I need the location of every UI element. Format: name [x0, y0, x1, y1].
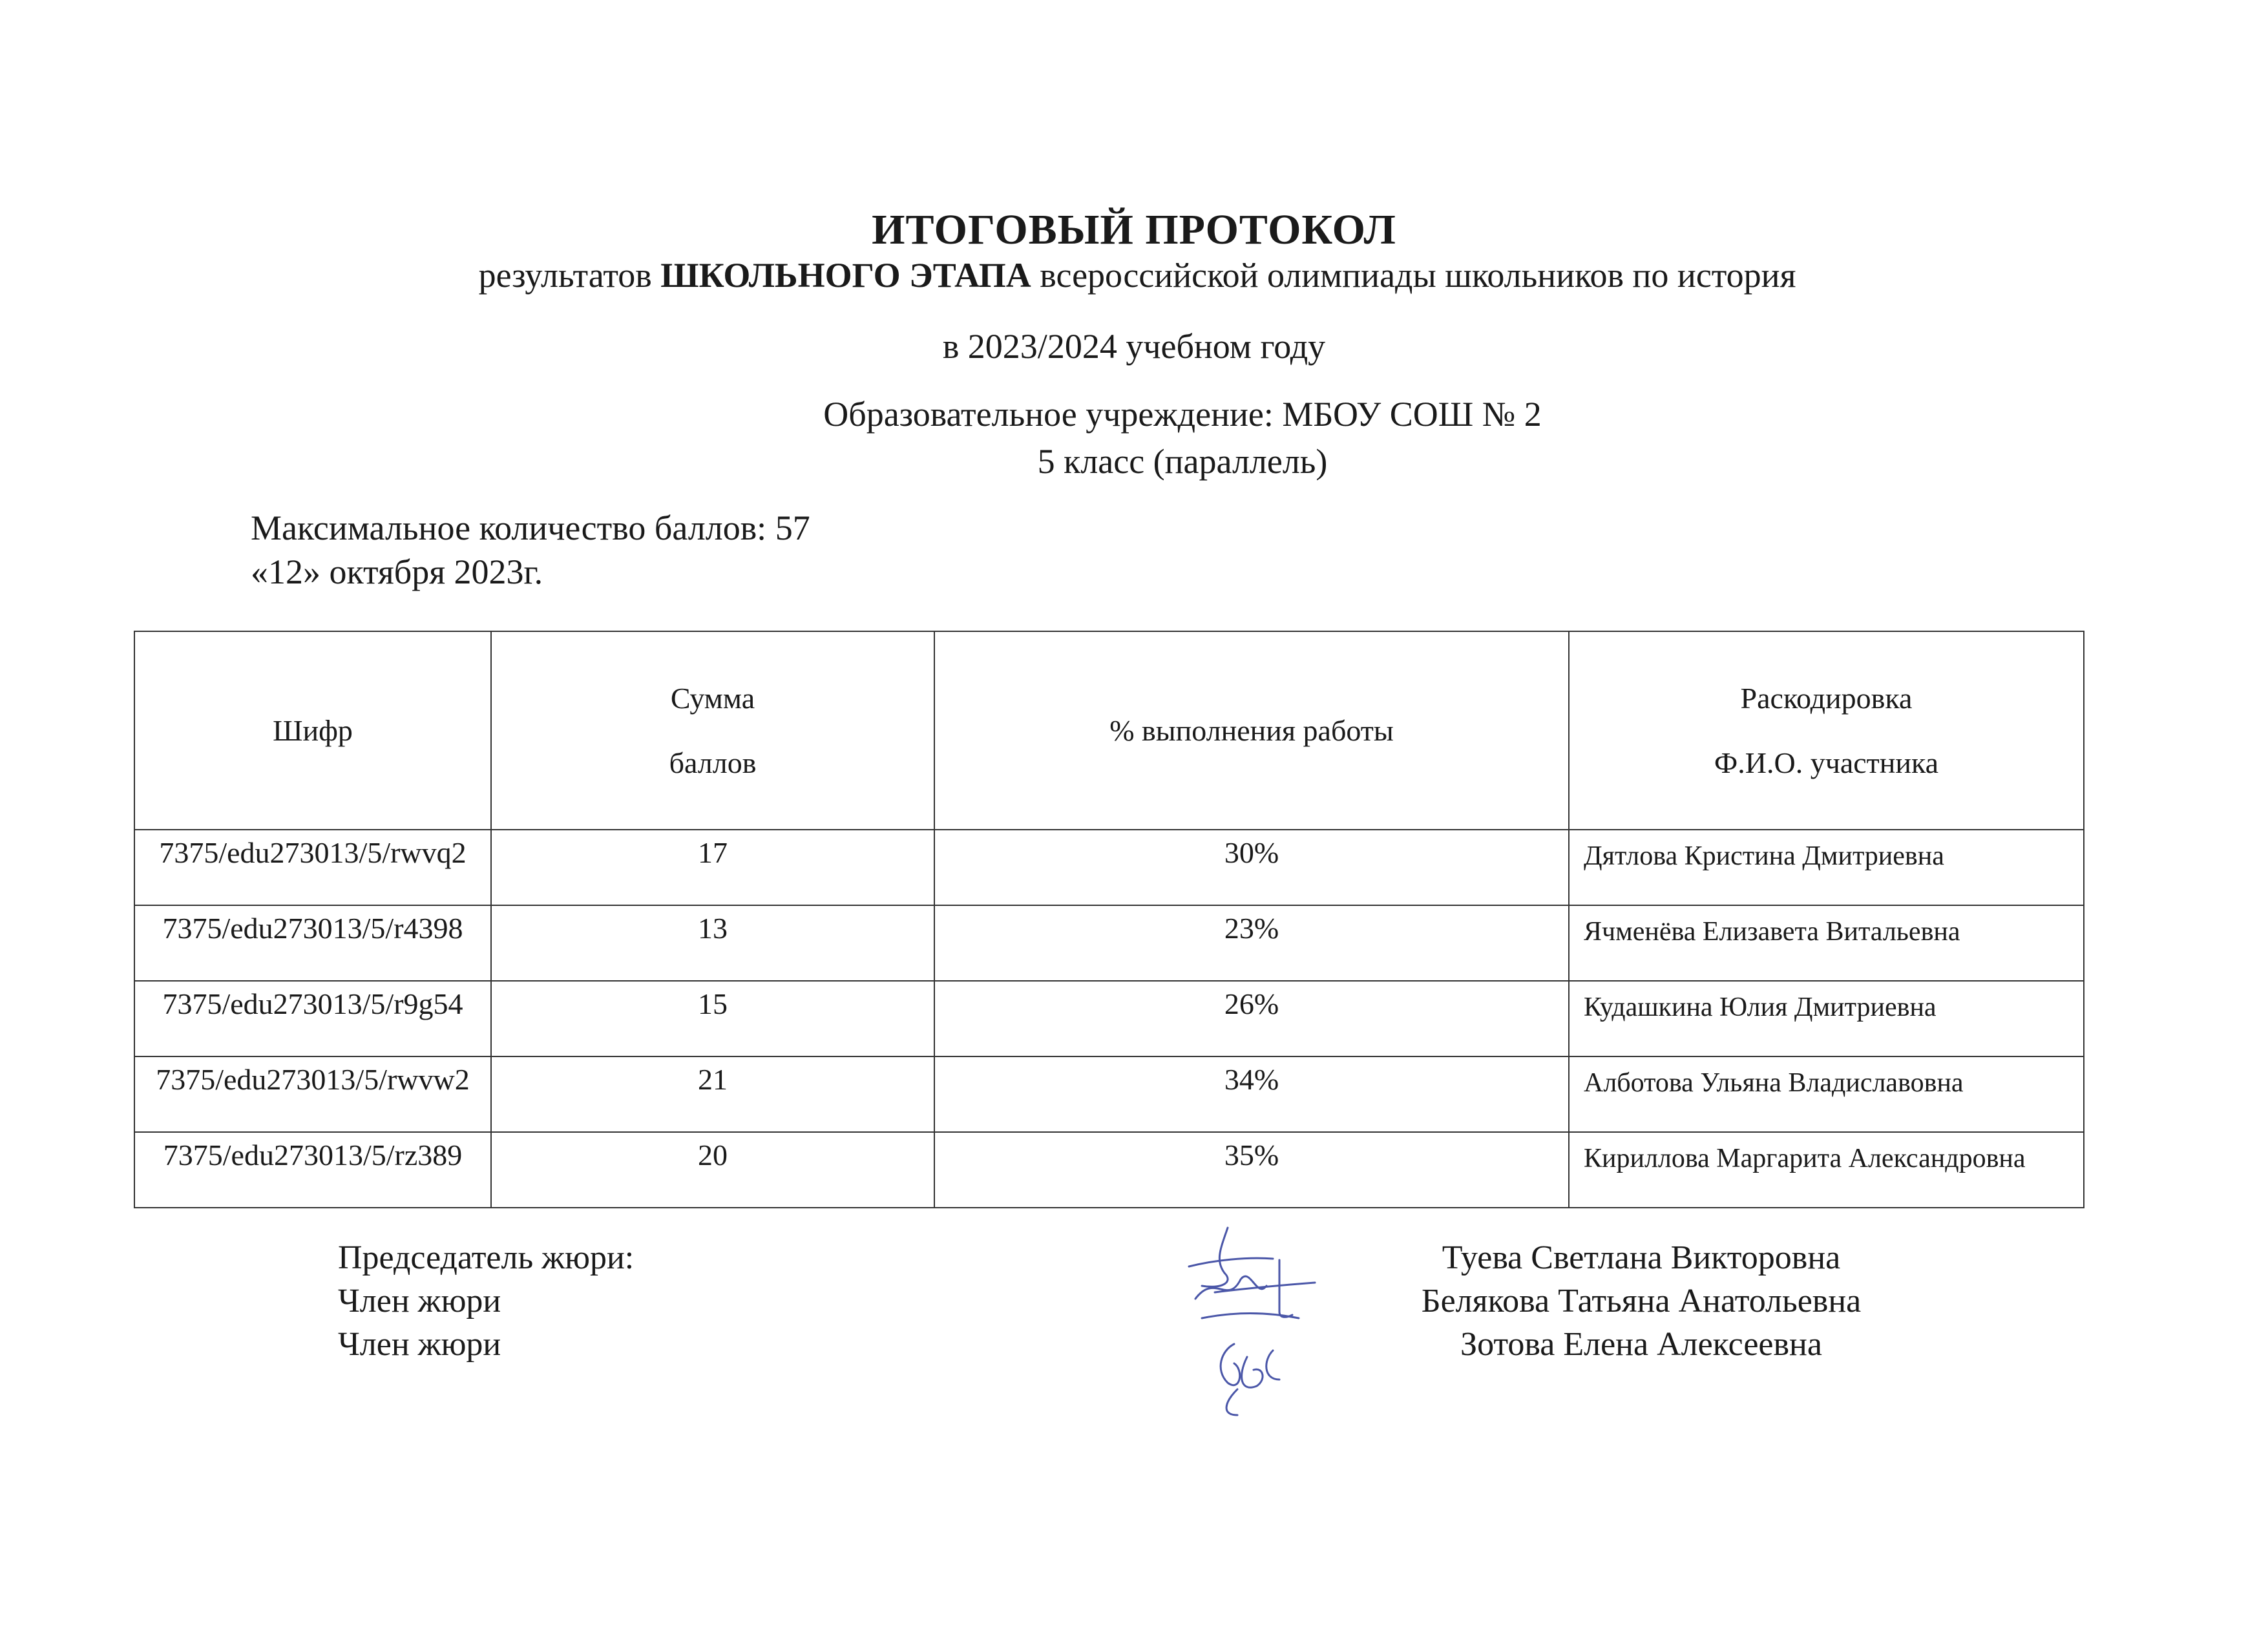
- cell-cipher: 7375/edu273013/5/rwvq2: [134, 830, 491, 905]
- cell-name: Ячменёва Елизавета Витальевна: [1569, 905, 2084, 981]
- max-score: Максимальное количество баллов: 57: [251, 509, 810, 547]
- cell-percent: 30%: [934, 830, 1569, 905]
- cell-score: 20: [491, 1132, 934, 1208]
- table-row: [134, 981, 2084, 1056]
- cell-percent: 23%: [934, 905, 1569, 981]
- cell-score: 17: [491, 830, 934, 905]
- document-title: ИТОГОВЫЙ ПРОТОКОЛ: [872, 206, 1396, 253]
- cell-percent: 34%: [934, 1056, 1569, 1132]
- table-row: [134, 1132, 2084, 1208]
- protocol-date: «12» октября 2023г.: [251, 552, 543, 591]
- grade-level: 5 класс (параллель): [1037, 442, 1328, 481]
- signature-scribble-icon: [1176, 1221, 1331, 1428]
- jury-chair-label: Председатель жюри:: [338, 1239, 635, 1276]
- cell-cipher: 7375/edu273013/5/rz389: [134, 1132, 491, 1208]
- jury-names: [1318, 1236, 1964, 1366]
- organization: Образовательное учреждение: МБОУ СОШ № 2: [823, 395, 1542, 434]
- cell-cipher: 7375/edu273013/5/r9g54: [134, 981, 491, 1056]
- header-decode-line2: Ф.И.О. участника: [1714, 746, 1939, 779]
- results-table: [134, 631, 2084, 1208]
- header-decode: [1569, 631, 2084, 830]
- document-subtitle: [414, 255, 1861, 295]
- subtitle-prefix: результатов: [478, 256, 652, 295]
- cell-name: Дятлова Кристина Дмитриевна: [1569, 830, 2084, 905]
- cell-percent: 35%: [934, 1132, 1569, 1208]
- signatures: [1176, 1221, 1331, 1428]
- cell-name: Кудашкина Юлия Дмитриевна: [1569, 981, 2084, 1056]
- table-row: [134, 1056, 2084, 1132]
- cell-cipher: 7375/edu273013/5/r4398: [134, 905, 491, 981]
- jury-chair-name: Туева Светлана Викторовна: [1442, 1239, 1841, 1276]
- table-row: [134, 830, 2084, 905]
- subtitle-suffix: всероссийской олимпиады школьников по история: [1040, 256, 1796, 295]
- jury-member1-name: Белякова Татьяна Анатольевна: [1421, 1283, 1862, 1319]
- header-score-line2: баллов: [669, 746, 757, 779]
- cell-percent: 26%: [934, 981, 1569, 1056]
- header-cipher: Шифр: [134, 631, 491, 830]
- subtitle-stage: ШКОЛЬНОГО ЭТАПА: [660, 256, 1031, 295]
- header-score: [491, 631, 934, 830]
- cell-cipher: 7375/edu273013/5/rwvw2: [134, 1056, 491, 1132]
- cell-score: 21: [491, 1056, 934, 1132]
- cell-score: 13: [491, 905, 934, 981]
- header-decode-line1: Раскодировка: [1740, 681, 1913, 715]
- academic-year: в 2023/2024 учебном году: [942, 327, 1326, 366]
- cell-score: 15: [491, 981, 934, 1056]
- jury-member2-label: Член жюри: [338, 1326, 501, 1363]
- cell-name: Кириллова Маргарита Александровна: [1569, 1132, 2084, 1208]
- jury-member2-name: Зотова Елена Алексеевна: [1460, 1326, 1822, 1363]
- header-score-line1: Сумма: [670, 681, 755, 715]
- cell-name: Алботова Ульяна Владиславовна: [1569, 1056, 2084, 1132]
- header-percent: % выполнения работы: [934, 631, 1569, 830]
- table-header-row: [134, 631, 2084, 830]
- table-row: [134, 905, 2084, 981]
- jury-member1-label: Член жюри: [338, 1283, 501, 1319]
- jury-labels: [338, 1236, 634, 1366]
